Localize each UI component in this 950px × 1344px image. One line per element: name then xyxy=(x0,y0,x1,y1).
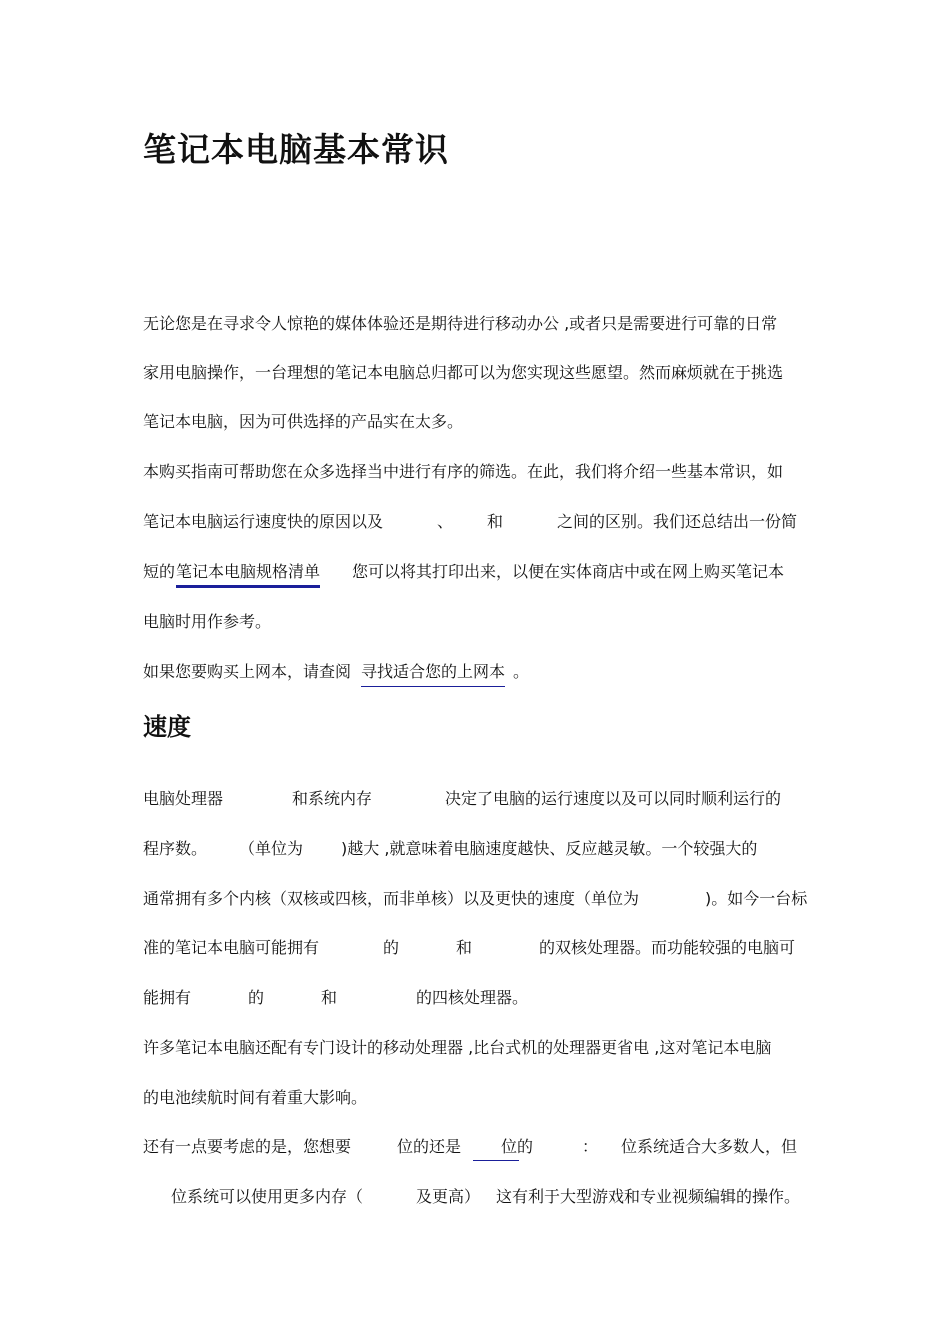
text-segment: 位系统适合大多数人，但 xyxy=(621,1137,798,1156)
text-segment: 程序数。 xyxy=(143,839,208,858)
paragraph-4-line-5 xyxy=(0,987,950,1009)
text-segment: 和 xyxy=(456,938,473,957)
paragraph-4-line-4 xyxy=(0,937,950,959)
text-segment: 能拥有 xyxy=(143,988,192,1007)
text-segment: 位的 xyxy=(501,1137,534,1156)
text-segment: 位系统可以使用更多内存（ xyxy=(171,1187,364,1206)
paragraph-2-line-3 xyxy=(0,561,950,589)
paragraph-2-line-2 xyxy=(0,511,950,533)
paragraph-5-line-1: 许多笔记本电脑还配有专门设计的移动处理器 ,比台式机的处理器更省电 ,这对笔记本电脑 xyxy=(143,1038,772,1057)
text-segment: 准的笔记本电脑可能拥有 xyxy=(143,938,320,957)
paragraph-2-line-1: 本购买指南可帮助您在众多选择当中进行有序的筛选。在此，我们将介绍一些基本常识，如 xyxy=(143,462,784,481)
text-segment: 的四核处理器。 xyxy=(416,988,529,1007)
section-heading-speed: 速度 xyxy=(143,713,191,741)
text-segment: 之间的区别。我们还总结出一份简 xyxy=(557,512,798,531)
paragraph-1-line-2: 家用电脑操作，一台理想的笔记本电脑总归都可以为您实现这些愿望。然而麻烦就在于挑选 xyxy=(143,363,784,382)
netbook-guide-link[interactable]: 寻找适合您的上网本 xyxy=(361,661,505,687)
text-segment: （单位为 xyxy=(239,839,304,858)
text-segment: 和 xyxy=(487,512,504,531)
text-segment: 和 xyxy=(321,988,338,1007)
paragraph-4-line-1 xyxy=(0,788,950,810)
text-segment: 如果您要购买上网本，请查阅 xyxy=(143,662,352,681)
text-segment: 和系统内存 xyxy=(292,789,373,808)
paragraph-4-line-3 xyxy=(0,888,950,910)
paragraph-6-line-2 xyxy=(0,1186,950,1208)
text-segment: 位的还是 xyxy=(397,1137,462,1156)
text-segment: ： xyxy=(582,1137,599,1156)
paragraph-1-line-3: 笔记本电脑，因为可供选择的产品实在太多。 xyxy=(143,412,464,431)
spec-checklist-link[interactable]: 笔记本电脑规格清单 xyxy=(176,561,320,588)
link-underline xyxy=(473,1160,519,1161)
text-segment: )。如今一台标 xyxy=(705,889,808,908)
text-segment: 、 xyxy=(437,512,454,531)
text-segment: 的双核处理器。而功能较强的电脑可 xyxy=(539,938,796,957)
paragraph-5-line-2: 的电池续航时间有着重大影响。 xyxy=(143,1088,368,1107)
text-segment: 电脑处理器 xyxy=(143,789,224,808)
text-segment: 短的 xyxy=(143,562,176,581)
text-segment: 您可以将其打印出来，以便在实体商店中或在网上购买笔记本 xyxy=(352,562,785,581)
text-segment: 及更高） xyxy=(416,1187,481,1206)
text-segment: 通常拥有多个内核（双核或四核，而非单核）以及更快的速度（单位为 xyxy=(143,889,640,908)
paragraph-4-line-2 xyxy=(0,838,950,860)
text-segment: 还有一点要考虑的是，您想要 xyxy=(143,1137,352,1156)
text-segment: 的 xyxy=(383,938,400,957)
page-title: 笔记本电脑基本常识 xyxy=(143,130,449,169)
text-segment: 这有利于大型游戏和专业视频编辑的操作。 xyxy=(496,1187,801,1206)
paragraph-3 xyxy=(0,661,950,689)
text-segment: 的 xyxy=(248,988,265,1007)
text-segment: )越大 ,就意味着电脑速度越快、反应越灵敏。一个较强大的 xyxy=(341,839,758,858)
text-segment: 。 xyxy=(513,662,530,681)
text-segment: 决定了电脑的运行速度以及可以同时顺利运行的 xyxy=(445,789,782,808)
paragraph-6-line-1 xyxy=(0,1136,950,1162)
paragraph-2-line-4: 电脑时用作参考。 xyxy=(143,612,272,631)
paragraph-1-line-1: 无论您是在寻求令人惊艳的媒体体验还是期待进行移动办公 ,或者只是需要进行可靠的日常 xyxy=(143,314,778,333)
text-segment: 笔记本电脑运行速度快的原因以及 xyxy=(143,512,384,531)
